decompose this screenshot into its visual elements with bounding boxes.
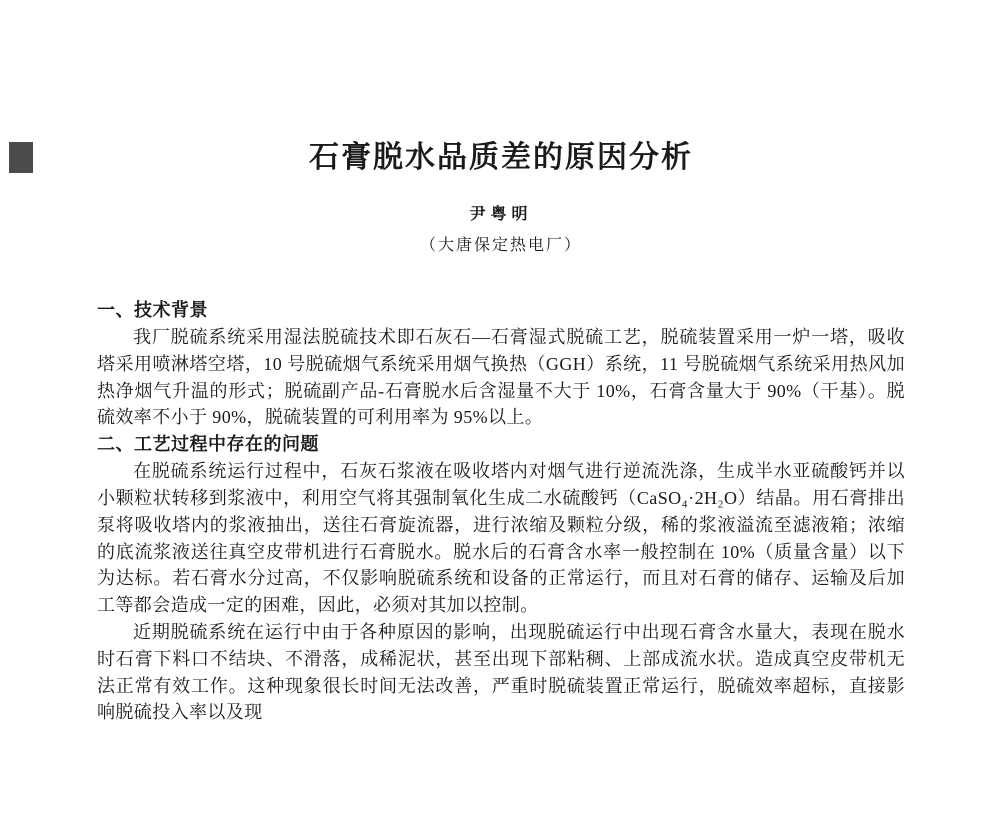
paper-page <box>0 136 1000 726</box>
scan-artifact-block <box>9 142 33 173</box>
section-2-paragraph-2: 近期脱硫系统在运行中由于各种原因的影响，出现脱硫运行中出现石膏含水量大，表现在脱水时石膏下料口不结块、不滑落，成稀泥状，甚至出现下部粘稠、上部成流水状。造成真空皮带机无法正常有效工作。这种现象很长时间无法改善，严重时脱硫装置正常运行，脱硫效率超标，直接影响脱硫投入率以及现 <box>97 621 905 723</box>
section-heading-2: 二、工艺过程中存在的问题 <box>97 434 319 455</box>
scanned-paper-page <box>0 136 1000 820</box>
section-2-paragraph-1: 在脱硫系统运行过程中，石灰石浆液在吸收塔内对烟气进行逆流洗涤，生成半水亚硫酸钙并以小颗粒状转移到浆液中，利用空气将其强制氧化生成二水硫酸钙（CaSO₄·2H₂O）结晶。用石膏排出泵将吸收塔内的浆液抽出，送往石膏旋流器，进行浓缩及颗粒分级，稀的浆液溢流至滤液箱；浓缩的底流浆液送往真空皮带机进行石膏脱水。脱水后的石膏含水率一般控制在 10%（质量含量）以下为达标。若石膏水分过高，不仅影响脱硫系统和设备的正常运行，而且对石膏的储存、运输及后加工等都会造成一定的困难，因此，必须对其加以控制。 <box>97 461 905 616</box>
author-name: 尹粤明 <box>469 206 533 223</box>
page-title: 石膏脱水品质差的原因分析 <box>309 141 693 174</box>
section-heading-1: 一、技术背景 <box>97 300 208 320</box>
section-1-paragraph: 我厂脱硫系统采用湿法脱硫技术即石灰石—石膏湿式脱硫工艺，脱硫装置采用一炉一塔，吸收塔采用喷淋塔空塔，10 号脱硫烟气系统采用烟气换热（GGH）系统，11 号脱硫烟气系统采用热风加热净烟气升温的形式；脱硫副产品-石膏脱水后含湿量不大于 10%，石膏含量大于 90%（干基）。脱硫效率不小于 90%，脱硫装置的可利用率为 95%以上。 <box>97 327 905 428</box>
author-affiliation: （大唐保定热电厂） <box>419 237 582 254</box>
